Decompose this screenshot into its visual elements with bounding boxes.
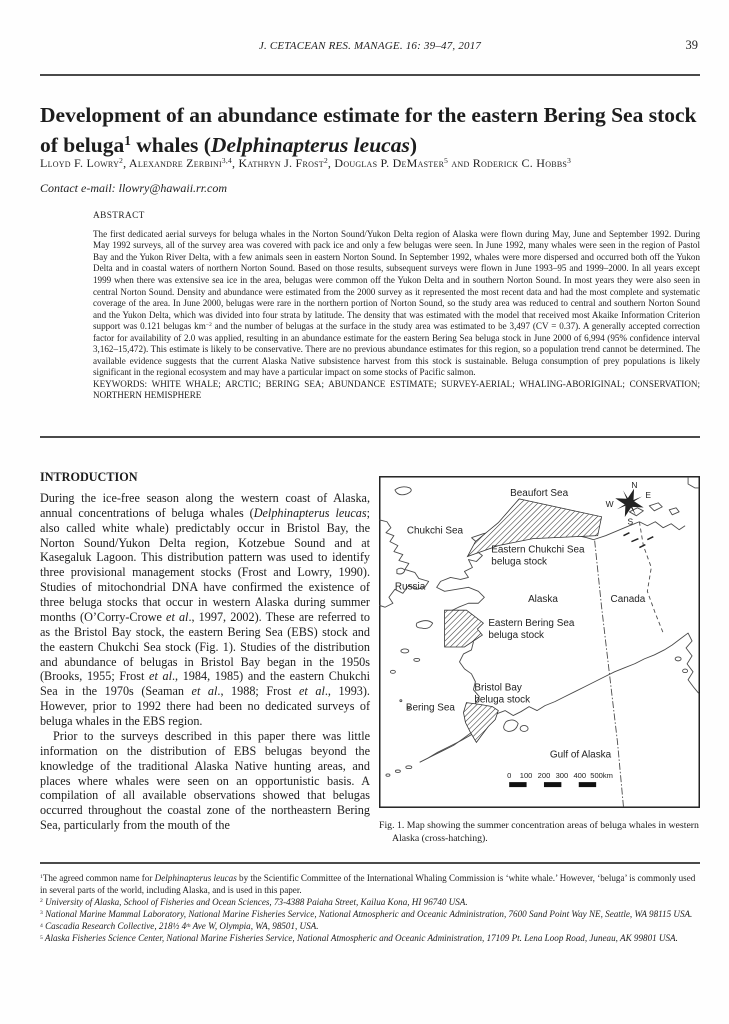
figure-1	[379, 476, 700, 845]
map-label-canada: Canada	[610, 594, 646, 606]
scale-tick-0: 0	[507, 771, 512, 781]
intro-paragraph-1: During the ice-free season along the western coast of Alaska, annual concentrations of beluga whales (Delphinapterus leucas; also called white whale) predictably occur in Bristol Bay, the Norton Sound/Yukon Delta region, Kotzebue Sound and at Kasegaluk Lagoon. This distribution pattern was used to identify three provisional management stocks (Frost and Lowry, 1990). Studies of mitochondrial DNA have confirmed the existence of three beluga stocks that occur in western Alaska during summer months (O’Corry-Crowe et al., 1997, 2002). These are referred to as the Bristol Bay stock, the eastern Bering Sea (EBS) stock and the eastern Chukchi Sea stock (Fig. 1). Studies of the distribution and abundance of belugas in Bristol Bay began in the 1950s (Brooks, 1955; Frost et al., 1984, 1985) and the eastern Chukchi Sea in the 1970s (Seaman et al., 1988; Frost et al., 1993). However, prior to 1992 there had been no dedicated surveys of beluga whales in the EBS region.	[40, 490, 371, 728]
scale-tick-200: 200	[537, 771, 551, 781]
map-label-bristol-bay-1: Bristol Bay	[474, 682, 522, 694]
compass-e: E	[645, 489, 651, 500]
scale-tick-300: 300	[555, 771, 569, 781]
map-label-alaska: Alaska	[528, 594, 558, 606]
keywords: KEYWORDS: WHITE WHALE; ARCTIC; BERING SEA; ABUNDANCE ESTIMATE; SURVEY-AERIAL; WHALING-ABORIGINAL; CONSERVATION; NORTHERN HEMISPHERE	[93, 378, 700, 401]
contact-email: Contact e-mail: llowry@hawaii.rr.com	[40, 181, 228, 195]
article-title: Development of an abundance estimate for the eastern Bering Sea stock of beluga$^1$ whales (Delphinapterus leucas)	[40, 103, 697, 157]
footnotes	[40, 872, 700, 945]
abstract-text: The first dedicated aerial surveys for beluga whales in the Norton Sound/Yukon Delta region of Alaska were flown during May, June and September 1992. During May 1992 surveys, all of the survey area was covered with pack ice and only a few belugas were seen. In June 1992, many whales were seen in the region of Pastol Bay and the Yukon River Delta, with a few animals seen in eastern Norton Sound. In September 1992, whales were more dispersed and occurred both off the Yukon Delta and in coastal waters of northern Norton Sound. Based on those results, subsequent surveys were flown in June 1993–95 and 1999–2000. In all years except 1999 when there was extensive sea ice in the area, belugas were common off the Yukon Delta and in southern Norton Sound. In most years they were also seen in central Norton Sound. Density and abundance were estimated from the 2000 survey as it represented the most recent data and had the most complete and systematic coverage of the area. In June 2000, belugas were rare in the northern portion of Norton Sound, so the study area was reduced to central and southern Norton Sound and the Yukon Delta, which was divided into four strata by latitude. The density that was estimated with the model that received most Akaike Information Criterion support was 0.121 belugas $km^{-2}$ and the number of belugas at the surface in the study area was estimated to be 3,497 (CV = 0.37). A generally accepted correction factor for availability of 2.0 was applied, resulting in an abundance estimate for the eastern Bering Sea beluga stock in June 2000 of 6,994 (95% confidence interval 3,162–15,472). This estimate is likely to be conservative. There are no previous abundance estimates for this region, so a population trend cannot be determined. The available evidence suggests that the current Alaska Native subsistence harvest from this stock is sustainable. Beluga consumption of prey populations is likely significant in the regional ecosystem and may have a particular impact on some stocks of Pacific salmon.	[93, 228, 700, 378]
footnote-3: $^3$ National Marine Mammal Laboratory, National Marine Fisheries Service, National Atmospheric and Oceanic Administration, 7600 Sand Point Way NE, Seattle, WA 98115 USA.	[40, 909, 693, 920]
map-label-bering-sea: Bering Sea	[405, 702, 455, 714]
intro-paragraph-2: Prior to the surveys described in this paper there was little information on the distribution of EBS belugas beyond the knowledge of the traditional Alaska Native hunting areas, and places where whales were seen on an opportunistic basis. A compilation of all available observations showed that belugas occurred throughout the coastal zone of the northeastern Bering Sea, particularly from the mouth of the	[40, 728, 370, 833]
map-label-chukchi-sea: Chukchi Sea	[406, 525, 464, 537]
right-column	[379, 460, 700, 845]
footnote-5: $^5$ Alaska Fisheries Science Center, National Marine Fisheries Service, National Atmospheric and Oceanic Administration, 17109 Pt. Lena Loop Road, Juneau, AK 99801 USA.	[40, 933, 678, 944]
map-label-russia: Russia	[394, 581, 426, 593]
section-heading-introduction: INTRODUCTION	[40, 470, 138, 484]
map-label-beaufort-sea: Beaufort Sea	[510, 487, 569, 499]
footnote-4: $^4$ Cascadia Research Collective, 218½ 4th Ave W, Olympia, WA, 98501, USA.	[40, 921, 319, 932]
footnote-rule	[40, 862, 700, 864]
left-column	[40, 460, 370, 845]
header-rule	[40, 74, 700, 76]
abstract-heading: ABSTRACT	[93, 211, 145, 221]
map-label-ebs-stock-2: beluga stock	[488, 630, 545, 642]
map-label-ecs-stock-1: Eastern Chukchi Sea	[491, 544, 585, 556]
scale-tick-100: 100	[519, 771, 533, 781]
abstract-rule	[40, 436, 700, 438]
figure-map	[379, 476, 700, 808]
page-number: 39	[685, 38, 698, 52]
compass-n: N	[631, 479, 638, 490]
map-label-ecs-stock-2: beluga stock	[491, 556, 548, 568]
map-label-ebs-stock-1: Eastern Bering Sea	[488, 618, 575, 630]
footnote-2: $^2$ University of Alaska, School of Fisheries and Ocean Sciences, 73-4388 Paiaha Street, Kailua Kona, HI 96740 USA.	[40, 897, 468, 908]
scale-tick-400: 400	[573, 771, 587, 781]
two-column-body	[40, 460, 700, 845]
compass-s: S	[627, 516, 634, 527]
figure-caption: Fig. 1. Map showing the summer concentration areas of beluga whales in western Alaska (cross-hatching).	[379, 820, 699, 844]
footnote-1: $^1$The agreed common name for Delphinapterus leucas by the Scientific Committee of the International Whaling Commission is ‘white whale.’ However, ‘beluga’ is commonly used in several parts of the world, including Alaska, and is used in this paper.	[40, 873, 696, 896]
abstract-block	[93, 211, 700, 402]
journal-header: J. CETACEAN RES. MANAGE. 16: 39–47, 2017	[258, 40, 482, 52]
map-label-gulf-of-alaska: Gulf of Alaska	[549, 749, 612, 761]
scale-tick-500km: 500km	[590, 771, 613, 781]
authors-line: Lloyd F. Lowry$^2$, Alexandre Zerbini$^{3,4}$, Kathryn J. Frost$^2$, Douglas P. DeMaster$^5$ and Roderick C. Hobbs$^3$	[40, 156, 572, 170]
map-label-bristol-bay-2: beluga stock	[474, 694, 531, 706]
compass-w: W	[605, 498, 614, 509]
